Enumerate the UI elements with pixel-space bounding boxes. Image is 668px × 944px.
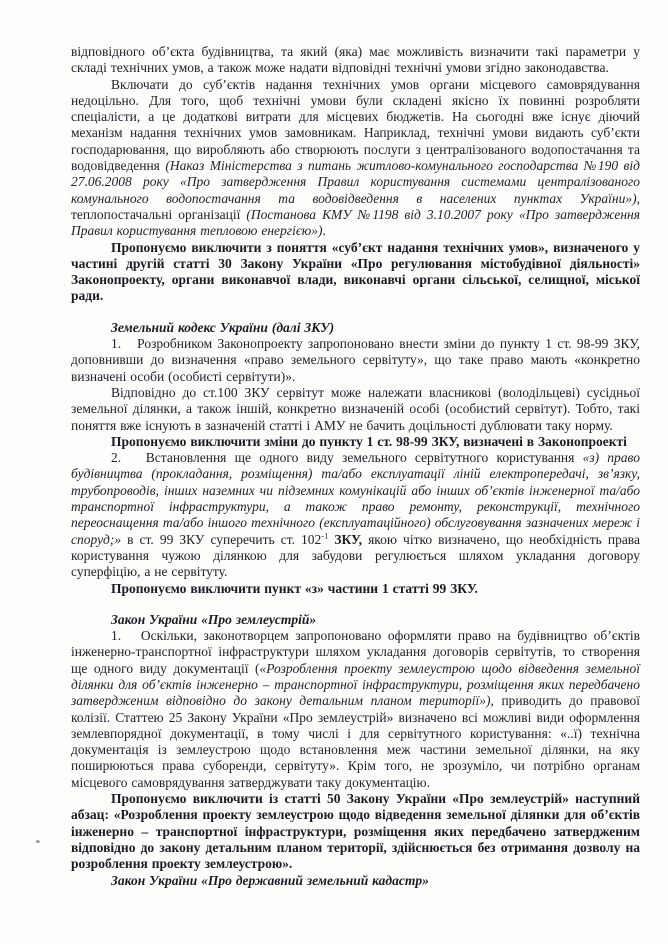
paragraph-land-code-item1: 1. Розробником Законопроекту запропоновано внести зміни до пункту 1 ст. 98-99 ЗКУ, доповнивши до визначення «право земельного сервітуту», що таке право мають «конкретно визначені особи (особисті сервітути)». — [71, 336, 640, 384]
proposal-exclude-changes-98-99: Пропонуємо виключити зміни до пункту 1 ст. 98-99 ЗКУ, визначені в Законопроекті — [111, 433, 627, 449]
continuation-paragraph: відповідного об’єкта будівництва, та який (яка) має можливість визначити такі параметри у складі технічних умов, а також може надати відповідні технічні умови згідно законодавства. — [71, 44, 640, 76]
heading-law-land-management: Закон України «Про землеустрій» — [111, 611, 317, 627]
paragraph-land-management-item1: 1. Оскільки, законотворцем запропоновано оформляти право на будівництво об’єктів інженерно-транспортної інфраструктури шляхом укладання договорів сервітутів, то створення ще одного виду документації («Розроблення проекту землеустрою щодо відведення земельної ділянки для об’єктів інженерно – транспортної інфраструктури, розміщення яких передбачено затвердженим відповідно до закону детальним планом території»), приводить до правової колізії. Статтею 25 Закону України «Про землеустрій» визначено всі можливі види оформлення землевпорядної документації, в тому числі і для сервітутного користування: «..ї) технічна документація із землеустрою щодо встановлення меж частини земельної ділянки, на яку поширюються права суборенди, сервітуту». Крім того, не зрозуміло, чи потрібно органам місцевого самоврядування затверджувати таку документацію. — [71, 628, 641, 790]
proposal-exclude-technical-conditions: Пропонуємо виключити з поняття «суб’єкт надання технічних умов», визначеного у частині другій статті 30 Закону України «Про регулювання містобудівної діяльності» Законопроекту, органи виконавчої влади, виконавчі органи сільської, селищної, міської ради. — [71, 239, 640, 304]
heading-law-state-land-cadastre: Закон України «Про державний земельний кадастр» — [111, 872, 429, 888]
paragraph-land-code-item2: 2. Встановлення ще одного виду земельного сервітутного користування «з) право будівництва (прокладання, розміщення) та/або експлуатації ліній електропередачі, зв’язку, трубопроводів, інших наземних чи підземних комунікацій або інших об’єктів інженерної та/або транспортної інфраструктури, а також право ремонту, реконструкції, технічного переоснащення та/або іншого технічного (експлуатаційного) обслуговування зазначених мереж і споруд;» в ст. 99 ЗКУ суперечить ст. $102^{-1}$ ЗКУ, якою чітко визначено, що необхідність права користування чужою ділянкою для забудови регулюється шляхом укладання договору суперфіцію, а не сервітуту. — [71, 450, 640, 580]
paragraph-land-code-servitude: Відповідно до ст.100 ЗКУ сервітут може належати власникові (володільцеві) сусідньої земельної ділянки, а також іншій, конкретно визначеній особі (особистий сервітут). Тобто, такі поняття вже існують в зазначеній статті і АМУ не бачить доцільності дублювати таку норму. — [71, 384, 640, 433]
paragraph-technical-conditions: Включати до суб’єктів надання технічних умов органи місцевого самоврядування недоцільно. Для того, щоб технічні умови були складені якісно їх повинні розробляти спеціалісти, а це додаткові витрати для місцевих бюджетів. На сьогодні вже існує діючий механізм надання технічних умов замовникам. Наприклад, технічні умови видають суб’єкти господарювання, що виробляють або створюють послуги з централізованого водопостачання та водовідведення (Наказ Міністерства з питань житлово-комунального господарства №190 від 27.06.2008 року «Про затвердження Правил користування системами централізованого комунального водопостачання та водовідведення в населених пунктах України»), теплопостачальні організації (Постанова КМУ №1198 від 3.10.2007 року «Про затвердження Правил користування тепловою енергією»). — [71, 76, 641, 239]
proposal-exclude-article-50: Пропонуємо виключити із статті 50 Закону України «Про землеустрій» наступний абзац: «Розроблення проекту землеустрою щодо відведення земельної ділянки для об’єктів інженерно – транспортної інфраструктури, розміщення яких передбачено затвердженим відповідно до закону детальним планом території, здійснюється без отримання дозволу на розроблення проекту землеустрою». — [71, 791, 640, 872]
heading-land-code: Земельний кодекс України (далі ЗКУ) — [111, 319, 335, 335]
proposal-exclude-point-z: Пропонуємо виключити пункт «з» частини 1 статті 99 ЗКУ. — [111, 580, 478, 596]
scan-artifact — [36, 839, 41, 843]
document-text — [71, 44, 640, 889]
